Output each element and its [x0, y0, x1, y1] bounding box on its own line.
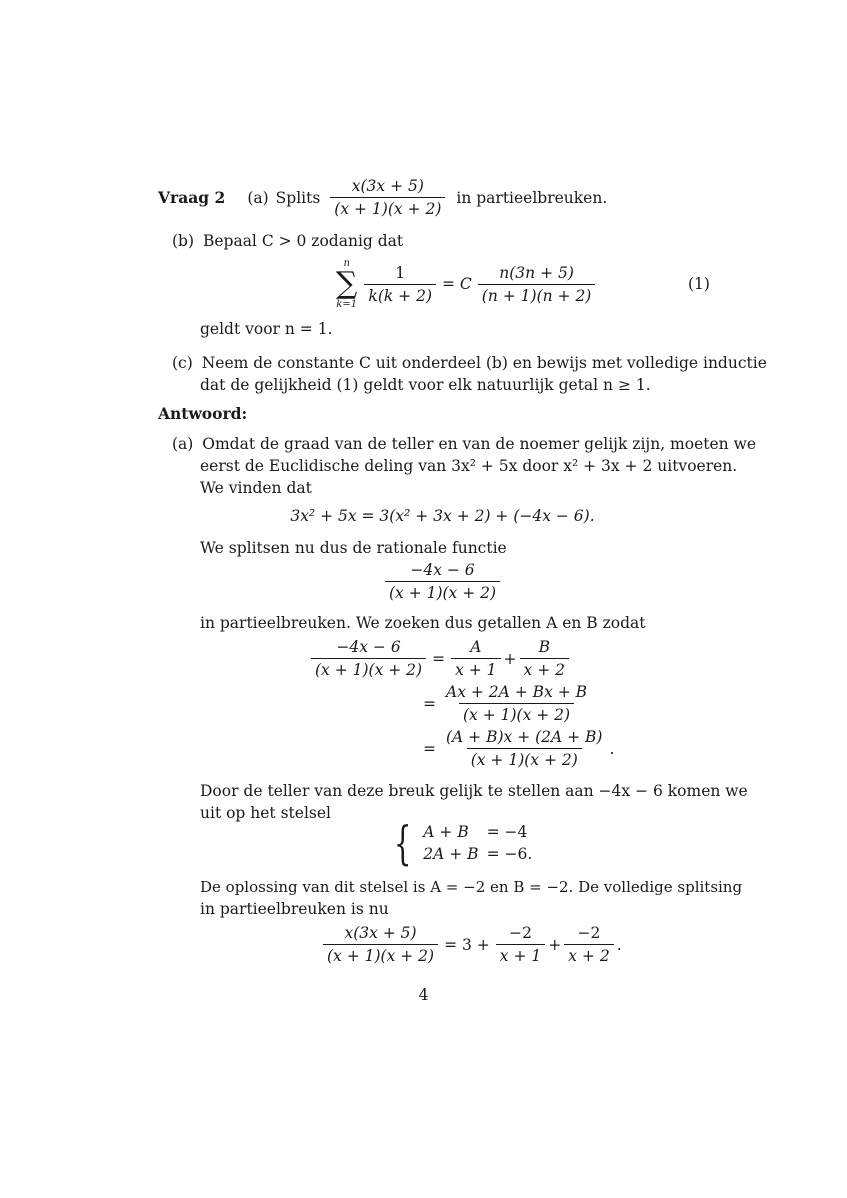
- equation-system: [388, 816, 536, 870]
- answer-line4: We splitsen nu dus de rationale functie: [200, 539, 507, 557]
- step3-denominator: (x + 1)(x + 2): [467, 748, 582, 770]
- step2-denominator: (x + 1)(x + 2): [459, 703, 574, 725]
- rhs-fraction: [478, 263, 596, 306]
- main-fraction-denominator: (x + 1)(x + 2): [330, 197, 445, 219]
- question-a-text-after: in partieelbreuken.: [456, 188, 608, 207]
- B-denominator: x + 2: [520, 658, 569, 680]
- summation: [336, 258, 357, 310]
- answer-line6: Door de teller van deze breuk gelijk te stellen aan −4x − 6 komen we: [200, 782, 748, 800]
- system-row1-lhs: A + B: [423, 823, 469, 841]
- final-lhs-numerator: x(3x + 5): [344, 924, 417, 942]
- question-c-line1: [172, 352, 767, 374]
- equals-sign: =: [423, 694, 436, 713]
- equals-sign: =: [432, 649, 446, 668]
- step1-lhs-numerator: −4x − 6: [336, 638, 401, 656]
- final-term2: [564, 923, 613, 966]
- main-fraction-numerator: x(3x + 5): [351, 177, 424, 195]
- system-row1-rhs: = −4: [486, 823, 528, 841]
- remainder-fraction-display: [0, 560, 847, 603]
- sum-fraction-denominator: k(k + 2): [364, 284, 436, 306]
- final-term1-denominator: x + 1: [496, 944, 545, 966]
- answer-line8: De oplossing van dit stelsel is A = −2 en B = −2. De volledige splitsing: [200, 878, 743, 896]
- question-heading: Vraag 2: [158, 187, 226, 207]
- derivation-step1: [308, 637, 572, 680]
- answer-line1: [172, 433, 756, 455]
- final-term2-numerator: −2: [577, 924, 601, 942]
- question-b-text: Bepaal C > 0 zodanig dat: [202, 232, 404, 250]
- period: .: [616, 935, 622, 954]
- system-row: [419, 821, 536, 843]
- plus-sign: +: [503, 649, 517, 668]
- question-c-line2: dat de gelijkheid (1) geldt voor elk natuurlijk getal n ≥ 1.: [200, 376, 651, 394]
- question-b-label: (b): [172, 232, 195, 250]
- answer-line9: in partieelbreuken is nu: [200, 900, 389, 918]
- A-denominator: x + 1: [451, 658, 500, 680]
- step3-fraction: [442, 727, 606, 770]
- final-lhs-denominator: (x + 1)(x + 2): [323, 944, 438, 966]
- left-brace: {: [393, 816, 412, 870]
- step1-lhs-denominator: (x + 1)(x + 2): [311, 658, 426, 680]
- division-equation-text: 3x² + 5x = 3(x² + 3x + 2) + (−4x − 6).: [290, 507, 595, 525]
- final-term1: [496, 923, 545, 966]
- final-equals: = 3 +: [444, 935, 490, 954]
- question-b-after: geldt voor n = 1.: [200, 320, 333, 338]
- A-fraction: [451, 637, 500, 680]
- sum-lower-limit: k=1: [336, 299, 358, 310]
- rhs-fraction-numerator: n(3n + 5): [499, 263, 574, 282]
- final-lhs-fraction: [323, 923, 438, 966]
- step2-numerator: Ax + 2A + Bx + B: [446, 683, 588, 701]
- page-number: 4: [418, 986, 429, 1004]
- period: .: [609, 739, 615, 758]
- system-row2-lhs: 2A + B: [423, 845, 479, 863]
- question-a-label: (a): [247, 188, 269, 207]
- question-c-label: (c): [172, 354, 193, 372]
- answer-a-label: (a): [172, 435, 194, 453]
- sum-upper-limit: n: [343, 258, 350, 269]
- division-equation: [0, 505, 847, 527]
- question-b-line: [172, 230, 403, 252]
- equation-number: (1): [688, 275, 710, 293]
- A-numerator: A: [470, 638, 482, 656]
- answer-line3: We vinden dat: [200, 479, 312, 497]
- B-fraction: [520, 637, 569, 680]
- plus-sign: +: [548, 935, 562, 954]
- answer-line5: in partieelbreuken. We zoeken dus getallen A en B zodat: [200, 614, 646, 632]
- step3-numerator: (A + B)x + (2A + B): [446, 728, 603, 746]
- final-term1-numerator: −2: [509, 924, 532, 942]
- answer-line2: eerst de Euclidische deling van 3x² + 5x door x² + 3x + 2 uitvoeren.: [200, 457, 738, 475]
- question-c-text1: Neem de constante C uit onderdeel (b) en bewijs met volledige inductie: [201, 354, 767, 372]
- B-numerator: B: [538, 638, 550, 656]
- equation-1: [336, 258, 598, 310]
- rhs-fraction-denominator: (n + 1)(n + 2): [478, 284, 596, 306]
- main-fraction: [330, 176, 445, 219]
- sum-sign: ∑: [336, 266, 358, 301]
- system-table: [419, 821, 536, 865]
- derivation-step2: [420, 682, 594, 725]
- derivation-step3: [420, 727, 614, 770]
- question-a-text-before: Splits: [275, 188, 321, 207]
- final-decomposition: [320, 923, 622, 966]
- remainder-fraction: [385, 560, 500, 603]
- system-row2-rhs: = −6.: [486, 845, 533, 863]
- remainder-denominator: (x + 1)(x + 2): [385, 581, 500, 603]
- step1-lhs-fraction: [311, 637, 426, 680]
- answer-line7: uit op het stelsel: [200, 804, 331, 822]
- final-term2-denominator: x + 2: [564, 944, 613, 966]
- question-a-line: [158, 176, 607, 219]
- sum-fraction: [364, 263, 436, 306]
- remainder-numerator: −4x − 6: [410, 561, 475, 579]
- answer-heading: Antwoord:: [158, 404, 248, 423]
- sum-fraction-numerator: 1: [395, 263, 406, 282]
- equals-sign: =: [423, 739, 436, 758]
- system-row: [419, 843, 536, 865]
- equals-C: = C: [442, 275, 472, 293]
- answer-text1: Omdat de graad van de teller en van de noemer gelijk zijn, moeten we: [202, 435, 757, 453]
- step2-fraction: [442, 682, 591, 725]
